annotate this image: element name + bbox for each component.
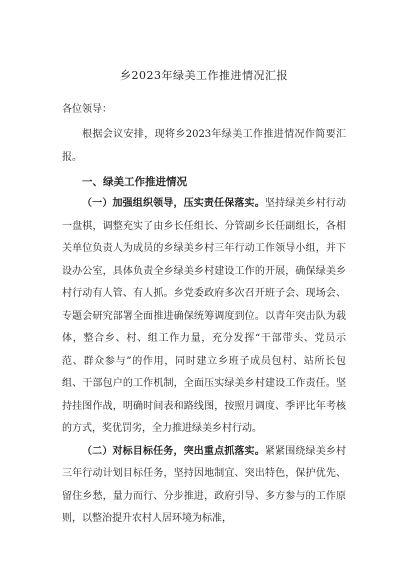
subsection-1-lead: （一）加强组织领导，压实责任保落实。 — [82, 198, 265, 209]
subsection-2-body: 紧紧围绕绿美乡村三年行动计划目标任务，坚持因地制宜、突出特色，保护优先、留住乡愁，量力而行、分步推进，政府引导、多方参与的工作原则，以整治提升农村人居环境为标准， — [62, 445, 347, 524]
intro-paragraph: 根据会议安排，现将乡2023年绿美工作推进情况作简要汇报。 — [62, 129, 346, 163]
section-heading-1: 一、绿美工作推进情况 — [82, 176, 187, 188]
subsection-2-lead: （二）对标目标任务，突出重点抓落实。 — [82, 445, 265, 457]
subsection-1-body: 坚持绿美乡村行动一盘棋，调整充实了由乡长任组长、分管副乡长任副组长，各相关单位负责人为成员的乡绿美乡村三年行动工作领导小组，并下设办公室，具体负责全乡绿美乡村建设工作的开展，确保绿美乡村行动有人管、有人抓。乡党委政府多次召开班子会、现场会、专题会研究部署全面推进确保统筹调度到位。以青年突击队为载体，整合乡、村、组工作力量，充分发挥“干部带头、党员示范、群众参与”的作用，同时建立乡班子成员包村、站所长包组、干部包户的工作机制，全面压实绿美乡村建设工作责任。坚持挂图作战，明确时间表和路线图，按照月调度、季评比年考核的方式，奖优罚劣，全力推进绿美乡村行动。 — [62, 198, 347, 434]
document-title: 乡2023年绿美工作推进情况汇报 — [120, 69, 288, 82]
subsection-2-paragraph — [62, 441, 346, 531]
subsection-1-paragraph — [62, 193, 346, 441]
salutation: 各位领导： — [62, 104, 112, 115]
